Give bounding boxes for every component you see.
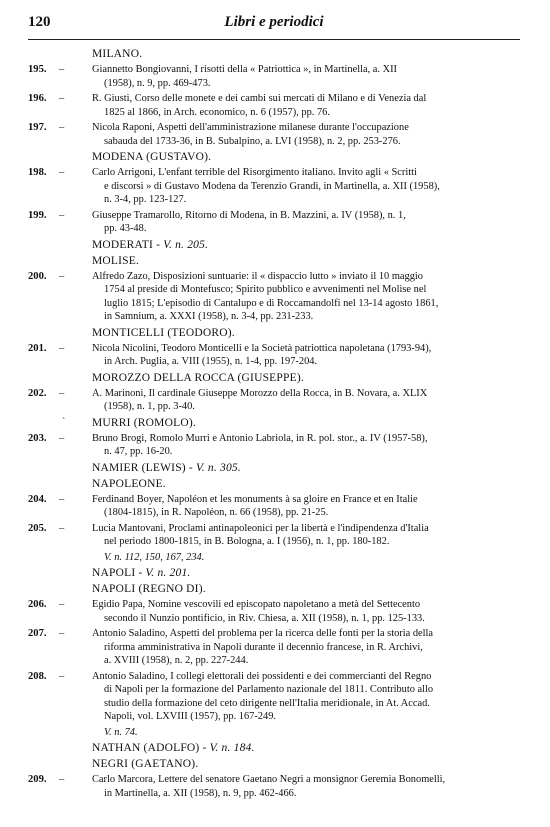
entry-number: 201.	[28, 342, 47, 354]
heading-text: MURRI (ROMOLO).	[92, 416, 196, 429]
subject-heading	[0, 461, 550, 477]
entry-line: Nicola Nicolini, Teodoro Monticelli e la Società patriottica napoletana (1793-94),	[92, 342, 432, 354]
entry-line: Carlo Arrigoni, L'enfant terrible del Risorgimento italiano. Invito agli « Scritti	[92, 167, 417, 178]
entry-line: n. 3-4, pp. 123-127.	[104, 194, 187, 205]
bibliography-entry	[0, 493, 550, 520]
entry-number: 209.	[28, 774, 47, 785]
entry-line: Antonio Saladino, I collegi elettorali dei possidenti e dei commercianti del Regno	[92, 670, 432, 682]
entry-line: studio della formazione del ceto dirigente nell'Italia meridionale, in At. Accad.	[104, 697, 430, 709]
subject-heading	[0, 371, 550, 387]
entry-dash: –	[59, 122, 65, 133]
entry-line: secondo il Nunzio pontificio, in Riv. Chiesa, a. XII (1958), n. 1, pp. 125-133.	[104, 612, 425, 624]
heading-text: MODENA (GUSTAVO).	[92, 151, 212, 163]
entry-line: 1825 al 1866, in Arch. economico, n. 6 (1957), pp. 76.	[104, 106, 330, 118]
entry-number: 203.	[28, 432, 47, 444]
entry-line: in Arch. Puglia, a. VIII (1955), n. 1-4, pp. 197-204.	[104, 356, 318, 367]
entry-line: Bruno Brogi, Romolo Murri e Antonio Labriola, in R. pol. stor., a. IV (1957-58),	[92, 432, 428, 444]
entry-line: (1958), n. 9, pp. 469-473.	[104, 77, 211, 89]
entry-line: Ferdinand Boyer, Napoléon et les monuments à sa gloire en France et en Italie	[92, 493, 418, 505]
bibliography-entry	[0, 670, 550, 724]
entry-line: Antonio Saladino, Aspetti del problema per la ricerca delle fonti per la storia della	[92, 628, 434, 639]
entry-line: Giannetto Bongiovanni, I risotti della « Patriottica », in Martinella, a. XII	[92, 64, 398, 75]
entry-number: 202.	[28, 387, 47, 399]
entry-line: Carlo Marcora, Lettere del senatore Gaetano Negri a monsignor Geremia Bonomelli,	[92, 774, 446, 785]
entry-line: nel periodo 1800-1815, in B. Bologna, a. I (1956), n. 1, pp. 180-182.	[104, 536, 390, 547]
subject-heading	[0, 238, 550, 254]
entry-dash: –	[59, 522, 65, 534]
bibliography-entry	[0, 387, 550, 414]
entry-line: Giuseppe Tramarollo, Ritorno di Modena, in B. Mazzini, a. IV (1958), n. 1,	[92, 209, 406, 221]
heading-text: MOROZZO DELLA ROCCA (GIUSEPPE).	[92, 371, 304, 384]
cross-reference: V. n. 184.	[209, 742, 255, 754]
bibliography-entry	[0, 166, 550, 207]
subject-heading	[0, 757, 550, 773]
entry-number: 199.	[28, 209, 47, 221]
bibliography-entry	[0, 209, 550, 236]
entry-line: di Napoli per la formazione del Parlamento nazionale del 1811. Contributo allo	[104, 684, 434, 695]
heading-text: MONTICELLI (TEODORO).	[92, 326, 235, 339]
entry-number: 200.	[28, 270, 47, 282]
see-also-reference: V. n. 112, 150, 167, 234.	[104, 551, 205, 563]
bibliography-entry	[0, 92, 550, 119]
entry-number: 205.	[28, 522, 47, 534]
bibliography-entry	[0, 627, 550, 668]
entry-line: riforma amministrativa in Napoli durante il decennio francese, in R. Archivi,	[104, 641, 423, 653]
entry-dash: –	[59, 64, 65, 75]
entry-dash: –	[59, 628, 65, 639]
running-title: Libri e periodici	[224, 14, 324, 30]
entry-line: Nicola Raponi, Aspetti dell'amministrazione milanese durante l'occupazione	[92, 122, 409, 133]
entry-dash: –	[59, 774, 65, 785]
entry-line: 1754 al preside di Montefusco; Spirito pubblico e avvenimenti nel Molise nel	[104, 284, 427, 295]
entry-line: sabauda del 1733-36, in B. Subalpino, a. LVI (1958), n. 2, pp. 253-276.	[104, 135, 401, 147]
bibliography-list	[0, 47, 550, 802]
heading-text: NATHAN (ADOLFO) -	[92, 742, 210, 754]
entry-dash: –	[59, 209, 65, 221]
entry-number: 207.	[28, 628, 47, 639]
subject-heading	[0, 582, 550, 598]
entry-dash: –	[59, 387, 65, 399]
entry-line: in Martinella, a. XII (1958), n. 9, pp. 462-466.	[104, 787, 297, 799]
entry-number: 204.	[28, 493, 47, 505]
page-number: 120	[28, 14, 51, 30]
cross-reference: V. n. 205.	[163, 238, 209, 251]
entry-line: luglio 1815; L'episodio di Cantalupo e di Roccamandolfi nel 13-14 agosto 1861,	[104, 297, 439, 309]
bibliography-entry	[0, 773, 550, 800]
heading-text: MOLISE.	[92, 254, 140, 267]
subject-heading	[0, 477, 550, 493]
entry-line: Napoli, vol. LXVIII (1957), pp. 167-249.	[104, 711, 276, 722]
entry-line: e discorsi » di Gustavo Modena da Terenzio Grandi, in Martinella, a. XII (1958),	[104, 180, 440, 192]
cross-reference: V. n. 201.	[145, 567, 191, 579]
entry-dash: –	[59, 342, 65, 354]
bibliography-entry	[0, 598, 550, 625]
subject-heading	[0, 254, 550, 270]
entry-number: 197.	[28, 122, 47, 133]
entry-line: Lucia Mantovani, Proclami antinapoleonici per la libertà e l'indipendenza d'Italia	[92, 522, 429, 534]
heading-text: MILANO.	[92, 48, 143, 60]
entry-dash: –	[59, 167, 65, 178]
entry-number: 198.	[28, 167, 47, 178]
subject-heading	[0, 416, 550, 432]
subject-heading	[0, 566, 550, 582]
bibliography-entry	[0, 121, 550, 148]
heading-text: NAPOLI (REGNO DI).	[92, 583, 206, 595]
subject-heading	[0, 326, 550, 342]
entry-line: (1804-1815), in R. Napoléon, n. 66 (1958), pp. 21-25.	[104, 507, 329, 518]
margin-mark: `	[62, 416, 66, 428]
entry-dash: –	[59, 599, 65, 610]
heading-text: NAPOLEONE.	[92, 477, 166, 490]
heading-text: MODERATI -	[92, 238, 164, 251]
entry-line: pp. 43-48.	[104, 223, 147, 234]
entry-line: R. Giusti, Corso delle monete e dei cambi sui mercati di Milano e di Venezia dal	[92, 93, 427, 104]
subject-heading	[0, 150, 550, 166]
entry-line: Alfredo Zazo, Disposizioni suntuarie: il « dispaccio lutto » inviato il 10 maggio	[92, 270, 423, 282]
entry-line: a. XVIII (1958), n. 2, pp. 227-244.	[104, 655, 249, 666]
entry-dash: –	[59, 670, 65, 682]
entry-number: 208.	[28, 670, 47, 682]
entry-line: Egidio Papa, Nomine vescovili ed episcopato napoletano a metà del Settecento	[92, 599, 421, 610]
entry-number: 195.	[28, 64, 47, 75]
entry-dash: –	[59, 432, 65, 444]
entry-number: 206.	[28, 599, 47, 610]
cross-reference: V. n. 305.	[196, 461, 241, 474]
see-also-reference: V. n. 74.	[104, 726, 138, 738]
entry-line: n. 47, pp. 16-20.	[104, 446, 173, 457]
subject-heading	[0, 741, 550, 757]
subject-heading	[0, 47, 550, 63]
heading-text: NAMIER (LEWIS) -	[92, 461, 197, 474]
heading-text: NEGRI (GAETANO).	[92, 758, 199, 770]
entry-dash: –	[59, 493, 65, 505]
entry-dash: –	[59, 93, 65, 104]
bibliography-entry	[0, 63, 550, 90]
heading-text: NAPOLI -	[92, 567, 146, 579]
entry-line: in Samnium, a. XXXI (1958), n. 3-4, pp. 231-233.	[104, 311, 314, 322]
entry-line: A. Marinoni, Il cardinale Giuseppe Morozzo della Rocca, in B. Novara, a. XLIX	[92, 387, 428, 399]
page-header	[28, 14, 520, 36]
entry-dash: –	[59, 270, 65, 282]
bibliography-entry	[0, 342, 550, 369]
header-rule	[28, 39, 520, 40]
entry-number: 196.	[28, 93, 47, 104]
entry-line: (1958), n. 1, pp. 3-40.	[104, 401, 195, 412]
bibliography-entry	[0, 432, 550, 459]
bibliography-entry	[0, 270, 550, 324]
bibliography-entry	[0, 522, 550, 549]
